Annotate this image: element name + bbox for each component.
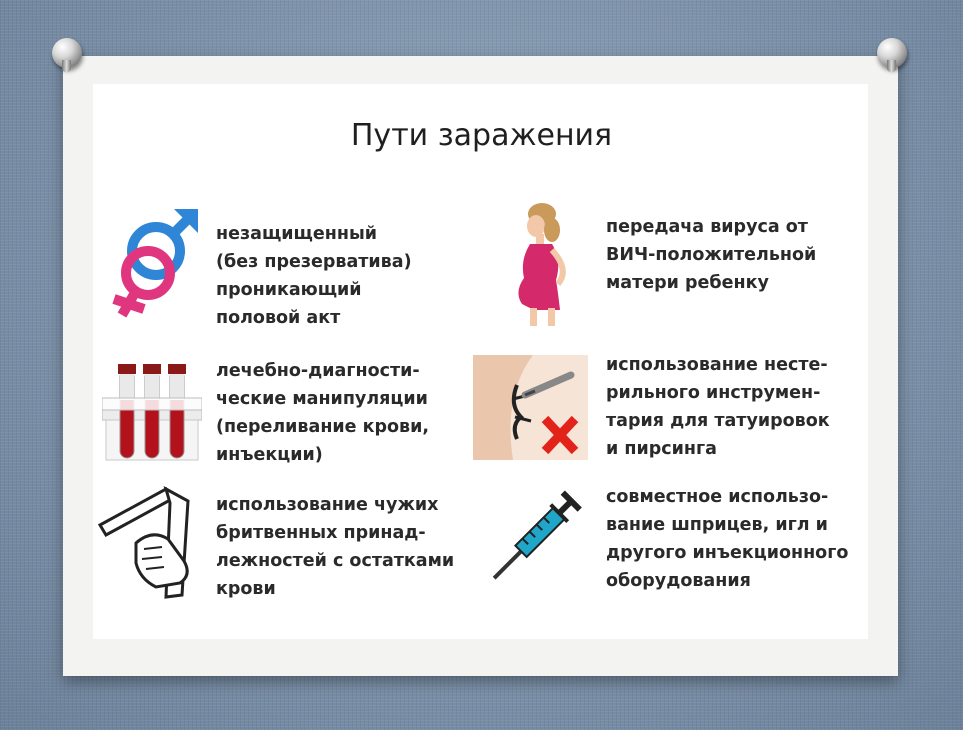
item-text-tattoo: использование несте- рильного инструмен- тария для татуировок и пирсинга bbox=[606, 355, 830, 459]
syringe-icon bbox=[488, 488, 588, 593]
gender-symbols-icon bbox=[108, 205, 198, 325]
slide-title: Пути заражения bbox=[350, 118, 613, 153]
blood-test-tubes-icon bbox=[102, 360, 202, 465]
item-text-mother-to-child: передача вируса от ВИЧ-положительной матери ребенку bbox=[606, 217, 817, 293]
item-text-medical: лечебно-диагности- ческие манипуляции (переливание крови, инъекции) bbox=[216, 361, 430, 465]
pregnant-woman-icon bbox=[500, 200, 580, 330]
pushpin-left-icon bbox=[52, 38, 82, 68]
tattoo-needle-icon bbox=[473, 355, 588, 460]
item-text-razor: использование чужих бритвенных принад- лежностей с остатками крови bbox=[216, 495, 455, 599]
razor-icon bbox=[96, 483, 206, 603]
pushpin-right-icon bbox=[877, 38, 907, 68]
item-text-syringe: совместное использо- вание шприцев, игл и другого инъекционного оборудования bbox=[606, 487, 849, 591]
item-text-sexual: незащищенный (без презерватива) проникающий половой акт bbox=[216, 224, 412, 328]
